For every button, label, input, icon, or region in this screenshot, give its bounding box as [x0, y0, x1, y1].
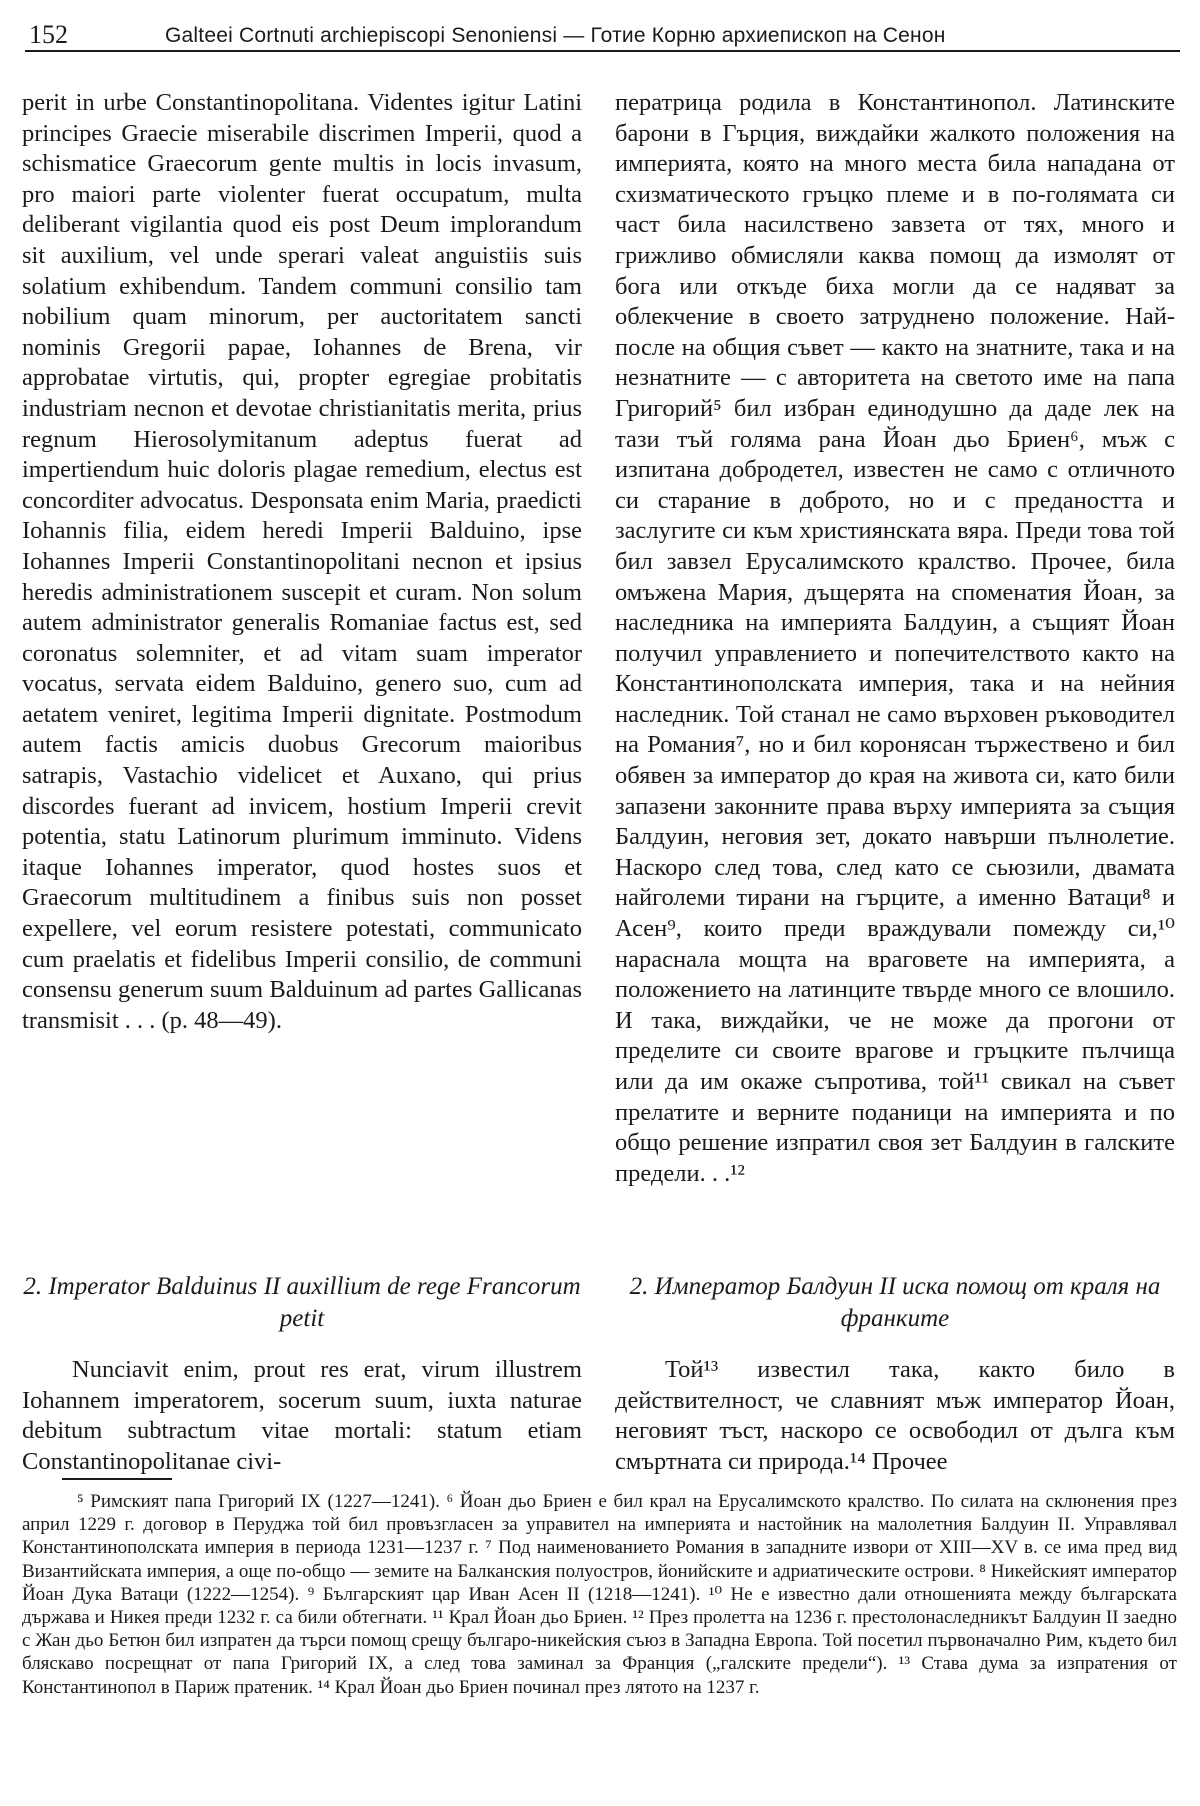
bulgarian-text-column: ператрица родила в Константинопол. Латинските барони в Гърция, виждайки жалкото положения на империята, която на много места била нападана от схизматическото гръцко племе и в по-голямата си част била насилствено завзета от тях, много и грижливо обмисляли каква помощ да измолят от бога или откъде биха могли да се надяват за облекчение в своето затруднено положение. Най-после на общия съвет — както на знатните, така и на незнатните — с авторитета на светото име на папа Григорий⁵ бил избран единодушно да даде лек на тази тъй голяма рана Йоан дьо Бриен⁶, мъж с изпитана добродетел, известен не само с отличното си старание в доброто, но и с предаността и заслугите си към християнската вяра. Преди това той бил завзел Ерусалимското кралство. Прочее, била омъжена Мария, дъщерята на споменатия Йоан, за наследника на империята Балдуин, а същият Йоан получил управлението и попечителството както на Константинополската империя, така и на нейния наследник. Той станал не само върховен ръководител на Романия⁷, но и бил коронясан тържествено и бил обявен за император до края на живота си, като били запазени законните права върху империята за същия Балдуин, неговия зет, докато навърши пълнолетие. Наскоро след това, след като се сьюзили, двамата найголеми тирани на гърците, а именно Ватаци⁸ и Асен⁹, които преди враждували помежду си,¹⁰ нараснала мощта на враговете на империята, а положението на латинците твърде много се влошило. И така, виждайки, че не може да прогони от пределите си своите врагове и гръцките пълчища или да им окаже съпротива, той¹¹ свикал на съвет прелатите и верните поданици на империята и по общо решение изпратил своя зет Балдуин в галските предели. . .¹²: [615, 89, 1175, 1187]
section-body-latin: Nunciavit enim, prout res erat, virum illustrem Iohannem imperatorem, socerum suum, iuxta naturae debitum subtractum vitae mortali: statum etiam Constantinopolitanae civi-: [22, 1356, 582, 1475]
section-body-bulgarian: Той¹³ известил така, както било в действителност, че славният мъж император Йоан, неговият тъст, наскоро се освободил от дълга към смъртната си природа.¹⁴ Прочее: [615, 1356, 1175, 1475]
footnote-rule: [62, 1478, 172, 1480]
page-header: [25, 14, 1180, 52]
running-title: Galteei Cortnuti archiepiscopi Senoniensi — Готие Корню архиепископ на Сенон: [165, 24, 946, 47]
section-title-latin: 2. Imperator Balduinus II auxillium de rege Francorum petit: [23, 1273, 581, 1332]
page-number: 152: [29, 20, 68, 49]
latin-text-column: perit in urbe Constantinopolitana. Videntes igitur Latini principes Graecie miserabile discrimen Imperii, quod a schismatice Graecorum gente multis in locis invasum, pro maiori parte violenter fuerat occupatum, multa deliberant vigilantia quod eis post Deum implorandum sit auxilium, vel unde sperari valeat anguistiis suis solatium exhibendum. Tandem communi consilio tam nobilium quam minorum, per auctoritatem sancti nominis Gregorii papae, Iohannes de Brena, vir approbatae virtutis, qui, propter egregiae probitatis industriam necnon et devotae christianitatis merita, prius regnum Hierosolymitanum adeptus fuerat ad impertiendum huic doloris plagae remedium, electus est concorditer advocatus. Desponsata enim Maria, praedicti Iohannis filia, eidem heredi Imperii Balduino, ipse Iohannes Imperii Constantinopolitani necnon et ipsius heredis administrationem suscepit et curam. Non solum autem administrator generalis Romaniae factus est, sed coronatus solemniter, et ad vitam suam imperator vocatus, servata eidem Balduino, genero suo, cum ad aetatem veniret, legitima Imperii dignitate. Postmodum autem factis amicis duobus Grecorum maioribus satrapis, Vastachio videlicet et Auxano, qui prius discordes fuerant ad invicem, hostium Imperii crevit potentia, statu Latinorum plurimum imminuto. Videns itaque Iohannes imperator, quod hostes suos et Graecorum multitudinem a finibus suis non posset expellere, vel eorum resistere potestati, communicato cum praelatis et fidelibus Imperii consilio, de communi consensu generum suum Balduinum ad partes Gallicanas transmisit . . . (p. 48—49).: [22, 89, 582, 1034]
section-title-bulgarian: 2. Император Балдуин II иска помощ от краля на франките: [629, 1273, 1161, 1332]
footnotes: [22, 1490, 1177, 1699]
footnotes-text: ⁵ Римският папа Григорий IX (1227—1241). ⁶ Йоан дьо Бриен е бил крал на Ерусалимското кралство. По силата на склюнения през април 1229 г. договор в Перуджа той бил провъзгласен за управител на империята и настойник на малолетния Балдуин II. Управлявал Константинополската империя в периода 1231—1237 г. ⁷ Под наименованието Романия в западните извори от XIII—XV в. се има пред вид Византийската империя, а още по-общо — земите на Балканския полуостров, йонийските и адриатическите острови. ⁸ Никейският император Йоан Дука Ватаци (1222—1254). ⁹ Българският цар Иван Асен II (1218—1241). ¹⁰ Не е известно дали отношенията между българската държава и Никея преди 1232 г. са били обтегнати. ¹¹ Крал Йоан дьо Бриен. ¹² През пролетта на 1236 г. престолонаследникът Балдуин II заедно с Жан дьо Бетюн бил изпратен да търси помощ срещу българо-никейския съюз в Западна Европа. Той посетил първоначално Рим, където бил бляскаво посрещнат от папа Григорий IX, а след това заминал за Франция („галските предели“). ¹³ Става дума за изпратения от Константинопол в Париж пратеник. ¹⁴ Крал Йоан дьо Бриен починал през лятото на 1237 г.: [22, 1491, 1177, 1698]
